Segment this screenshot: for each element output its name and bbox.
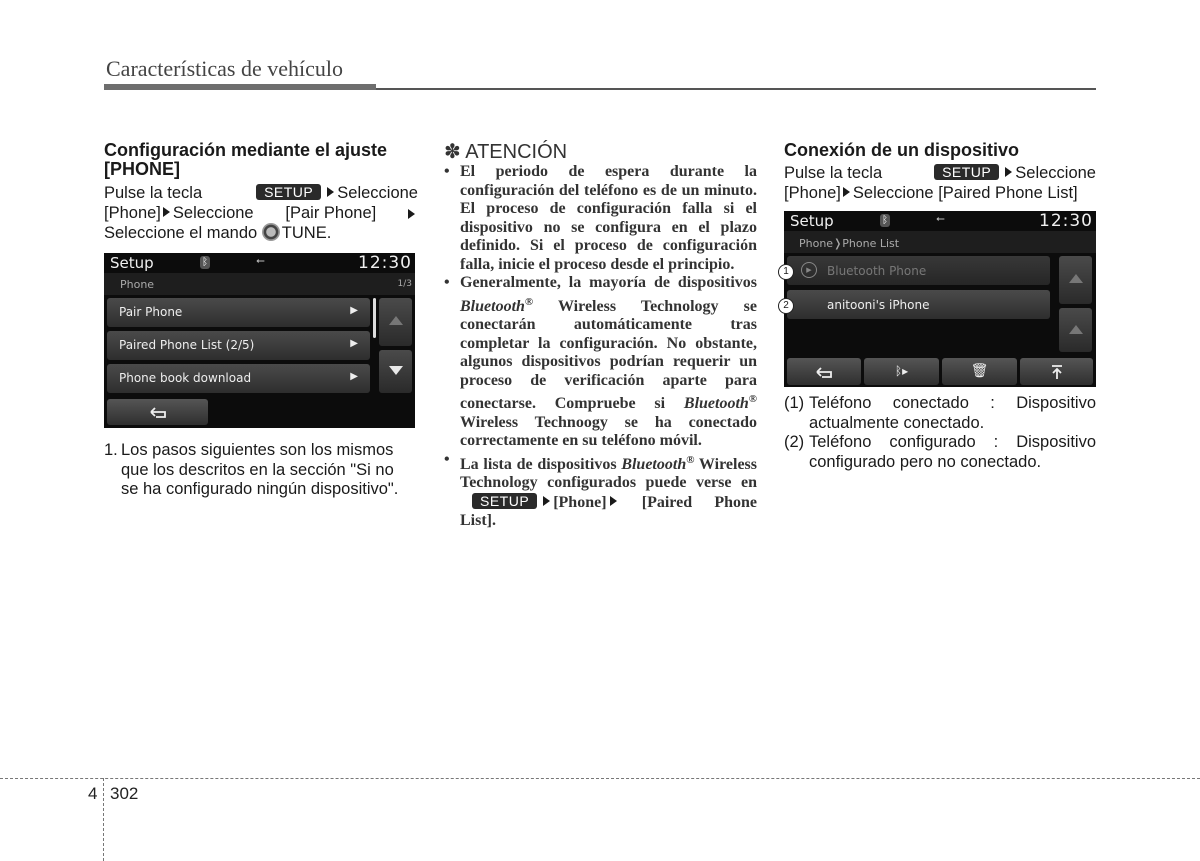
instruction-text: [Pair Phone] — [285, 203, 377, 222]
triangle-up-icon — [389, 316, 403, 325]
usb-icon: ⭠ — [256, 254, 265, 267]
arrow-icon — [163, 207, 170, 217]
header-rule-thin — [376, 88, 1096, 90]
move-to-top-button[interactable] — [1020, 358, 1093, 385]
breadcrumb: Phone❭Phone List — [799, 237, 900, 250]
note-number: 1. — [104, 441, 118, 459]
attention-notes — [444, 163, 757, 531]
col3-notes — [784, 394, 1096, 472]
page-header-title: Características de vehículo — [106, 56, 344, 81]
note-number: (1) — [784, 394, 805, 412]
bullet-text: Wireless Technology configurados puede verse en — [460, 455, 757, 491]
delete-button[interactable] — [942, 358, 1017, 385]
note-line: actualmente conectado. — [809, 413, 985, 432]
col3-line2 — [784, 184, 1096, 204]
play-arrow-icon: ▶ — [350, 338, 358, 349]
phone-list-screen — [784, 211, 1096, 387]
col3-instructions — [784, 164, 1096, 203]
attention-bullet-2 — [444, 274, 757, 451]
scroll-up-button[interactable] — [379, 298, 412, 346]
bullet-text: El periodo de espera durante la configuración del teléfono es de un minuto. El proceso de configuración falla si el dispositivo no se configura en el plazo definido. Si el proceso de configuración falla, inicie el proceso desde el principio. — [460, 163, 757, 273]
device-row-paired[interactable] — [787, 290, 1050, 319]
screen-time: 12:30 — [358, 253, 412, 273]
bullet-text: Generalmente, la mayoría de dispositivos — [460, 274, 757, 291]
arrow-icon — [610, 496, 617, 506]
registered-mark: ® — [686, 453, 695, 466]
col1-heading-line1: Configuración mediante el ajuste — [104, 140, 388, 160]
menu-item-label: Pair Phone — [119, 305, 183, 319]
device-row-connected[interactable] — [787, 256, 1050, 285]
scroll-down-button[interactable] — [1059, 308, 1092, 352]
menu-item-label: Paired Phone List (2/5) — [119, 338, 255, 352]
screen-title: Setup — [790, 212, 834, 230]
attention-heading: ✽ ATENCIÓN — [444, 141, 568, 163]
registered-mark: ® — [524, 295, 534, 308]
back-arrow-icon — [148, 405, 168, 419]
triangle-up-icon — [1069, 325, 1083, 334]
note-line: que los descritos en la sección "Si no — [121, 460, 394, 479]
bullet-text: [Paired Phone List]. — [460, 493, 758, 529]
device-name: Bluetooth Phone — [827, 264, 927, 278]
note-line: configurado pero no conectado. — [809, 452, 1042, 471]
menu-item-label: Phone book download — [119, 371, 252, 385]
bullet-text: La lista de dispositivos — [460, 455, 617, 473]
screen-title: Setup — [110, 254, 154, 272]
instruction-text: Seleccione — [1015, 164, 1096, 182]
menu-item-paired-list[interactable] — [107, 331, 370, 360]
callout-1: 1 — [778, 264, 794, 280]
bluetooth-icon: ᛒ — [882, 215, 888, 226]
note-number: (2) — [784, 433, 805, 451]
screen-time: 12:30 — [1039, 211, 1093, 231]
col1-note — [104, 441, 422, 500]
bluetooth-text: Bluetooth — [621, 455, 687, 473]
arrow-icon — [408, 209, 415, 219]
bullet-text: [Phone] — [553, 493, 607, 511]
arrow-icon — [327, 187, 334, 197]
note-configured — [784, 433, 1096, 472]
col1-line2 — [104, 204, 418, 224]
play-arrow-icon: ▶ — [350, 371, 358, 382]
scrollbar-thumb[interactable] — [373, 298, 376, 338]
arrow-icon — [1005, 167, 1012, 177]
triangle-down-icon — [389, 366, 403, 375]
device-name: anitooni's iPhone — [827, 298, 930, 312]
phone-setup-screen — [104, 253, 415, 428]
move-top-icon — [1050, 364, 1064, 380]
instruction-text: Seleccione el mando — [104, 224, 258, 242]
col3-heading: Conexión de un dispositivo — [784, 140, 1020, 160]
trash-icon: 🗑 — [970, 363, 989, 379]
page-indicator: 1/3 — [397, 279, 412, 289]
bluetooth-text: Bluetooth — [683, 395, 749, 412]
col1-line1 — [104, 184, 418, 204]
back-button[interactable] — [107, 399, 208, 425]
instruction-text: Seleccione — [172, 203, 254, 222]
play-arrow-icon: ▶ — [350, 305, 358, 316]
bluetooth-icon: ᛒ — [202, 257, 208, 268]
header-rule — [104, 84, 376, 90]
col1-heading-line2: [PHONE] — [104, 159, 180, 179]
footer-divider — [103, 778, 104, 861]
triangle-up-icon — [1069, 274, 1083, 283]
back-arrow-icon — [814, 365, 834, 379]
back-button[interactable] — [787, 358, 861, 385]
instruction-text: [Phone] — [784, 183, 841, 202]
bullet-dot: • — [444, 274, 450, 291]
instruction-text: [Phone] — [104, 203, 161, 222]
callout-2: 2 — [778, 298, 794, 314]
instruction-text: Pulse la tecla — [104, 184, 203, 202]
note-line: Teléfono configurado : Dispositivo — [809, 433, 1096, 451]
col1-line3 — [104, 223, 418, 244]
bullet-text: Wireless Technology se conectarán automáticamente tras completar la configuración. No obstante, algunos dispositivos podrían requerir un proceso de verificación aparte para conectarse. Compruebe si — [460, 297, 757, 412]
tune-knob-icon — [262, 223, 280, 241]
bullet-dot: • — [444, 450, 450, 468]
attention-bullet-1 — [444, 163, 757, 274]
instruction-text: Seleccione [Paired Phone List] — [852, 183, 1078, 202]
arrow-icon — [543, 496, 550, 506]
usb-icon: ⭠ — [936, 212, 945, 225]
chapter-number: 4 — [88, 784, 98, 803]
note-line: se ha configurado ningún dispositivo". — [121, 480, 399, 498]
attention-bullet-3 — [444, 451, 757, 531]
screen-subtitle: Phone — [120, 278, 155, 291]
note-connected — [784, 394, 1096, 433]
note-line: Los pasos siguientes son los mismos — [121, 441, 394, 459]
col1-heading — [104, 141, 424, 179]
setup-key: SETUP — [256, 184, 321, 200]
instruction-text: Pulse la tecla — [784, 164, 883, 182]
col3-line1 — [784, 164, 1096, 184]
page-number: 302 — [110, 784, 139, 803]
instruction-text: TUNE. — [281, 224, 332, 242]
bluetooth-connect-button[interactable] — [864, 358, 939, 385]
scroll-up-button[interactable] — [1059, 256, 1092, 304]
registered-mark: ® — [748, 393, 758, 405]
col1-instructions — [104, 184, 418, 244]
setup-key: SETUP — [472, 493, 537, 509]
note-line: Teléfono conectado : Dispositivo — [809, 394, 1096, 412]
bluetooth-arrow-icon: ᛒ▸ — [894, 364, 909, 378]
arrow-icon — [843, 187, 850, 197]
instruction-text: Seleccione — [337, 184, 418, 202]
bullet-text: Wireless Technoogy se ha conectado correctamente en su teléfono móvil. — [460, 413, 757, 449]
play-circle-icon: ▶ — [801, 262, 817, 278]
scroll-down-button[interactable] — [379, 350, 412, 393]
menu-item-pair-phone[interactable] — [107, 298, 370, 327]
footer-rule — [0, 778, 1200, 779]
bluetooth-text: Bluetooth — [460, 297, 525, 315]
bullet-dot: • — [444, 163, 450, 180]
setup-key: SETUP — [934, 164, 999, 180]
menu-item-phonebook[interactable] — [107, 364, 370, 393]
